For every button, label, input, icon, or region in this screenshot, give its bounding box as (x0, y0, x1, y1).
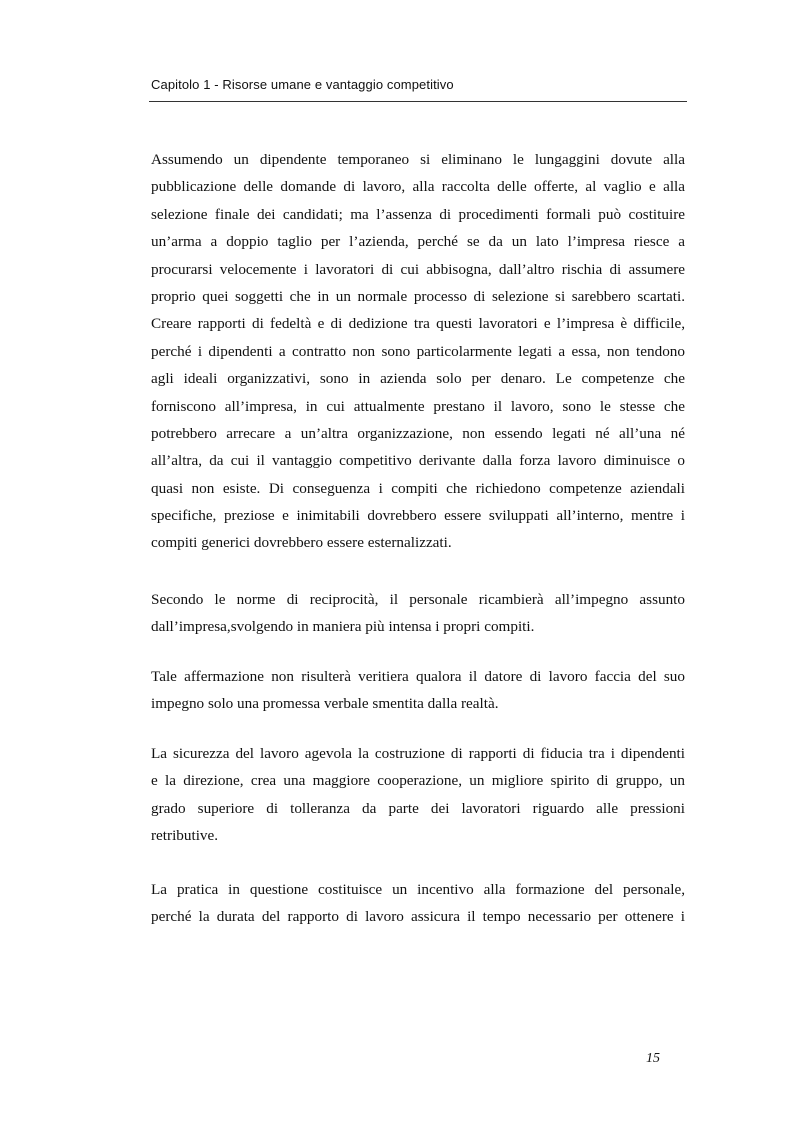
text-line: un’arma a doppio taglio per l’azienda, perché se da un lato l’impresa riesce a (151, 233, 685, 251)
paragraph-3 (151, 663, 685, 718)
text-line: grado superiore di tolleranza da parte dei lavoratori riguardo alle pressioni (151, 799, 685, 817)
text-line: Assumendo un dipendente temporaneo si eliminano le lungaggini dovute alla (151, 151, 685, 168)
text-line: impegno solo una promessa verbale smentita dalla realtà. (151, 695, 499, 713)
text-line: agli ideali organizzativi, sono in azienda solo per denaro. Le competenze che (151, 370, 685, 388)
text-line: e la direzione, crea una maggiore cooperazione, un migliore spirito di gruppo, un (151, 772, 685, 790)
text-line: compiti generici dovrebbero essere esternalizzati. (151, 534, 452, 552)
text-line: Secondo le norme di reciprocità, il personale ricambierà all’impegno assunto (151, 591, 685, 608)
text-line: selezione finale dei candidati; ma l’assenza di procedimenti formali può costituire (151, 205, 685, 223)
text-line: La sicurezza del lavoro agevola la costruzione di rapporti di fiducia tra i dipendenti (151, 745, 685, 762)
text-line: dall’impresa,svolgendo in maniera più intensa i propri compiti. (151, 618, 535, 636)
text-line: proprio quei soggetti che in un normale processo di selezione si sarebbero scartati. (151, 287, 685, 305)
text-line: La pratica in questione costituisce un incentivo alla formazione del personale, (151, 881, 685, 898)
text-line: retributive. (151, 827, 219, 845)
page-number: 15 (646, 1051, 660, 1066)
header-divider (149, 101, 687, 102)
text-line: forniscono all’impresa, in cui attualmente prestano il lavoro, sono le stesse che (151, 397, 685, 415)
paragraph-1 (151, 146, 685, 557)
text-line: all’altra, da cui il vantaggio competitivo derivante dalla forza lavoro diminuisce o (151, 452, 685, 470)
text-line: specifiche, preziose e inimitabili dovrebbero essere sviluppati all’interno, mentre i (151, 507, 685, 525)
running-header: Capitolo 1 - Risorse umane e vantaggio competitivo (151, 77, 454, 92)
paragraph-4 (151, 740, 685, 850)
text-line: Creare rapporti di fedeltà e di dedizione tra questi lavoratori e l’impresa è difficile, (151, 315, 685, 333)
text-line: procurarsi velocemente i lavoratori di cui abbisogna, dall’altro rischia di assumere (151, 260, 685, 278)
text-line: pubblicazione delle domande di lavoro, alla raccolta delle offerte, al vaglio e alla (151, 178, 685, 196)
text-line: quasi non esiste. Di conseguenza i compiti che richiedono competenze aziendali (151, 479, 685, 497)
paragraph-2 (151, 586, 685, 641)
text-line: perché i dipendenti a contratto non sono particolarmente legati a essa, non tendono (151, 342, 685, 360)
text-line: perché la durata del rapporto di lavoro assicura il tempo necessario per ottenere i (151, 908, 685, 926)
text-line: Tale affermazione non risulterà veritiera qualora il datore di lavoro faccia del suo (151, 668, 685, 685)
text-line: potrebbero arrecare a un’altra organizzazione, non essendo legati né all’una né (151, 424, 685, 442)
paragraph-5 (151, 876, 685, 931)
